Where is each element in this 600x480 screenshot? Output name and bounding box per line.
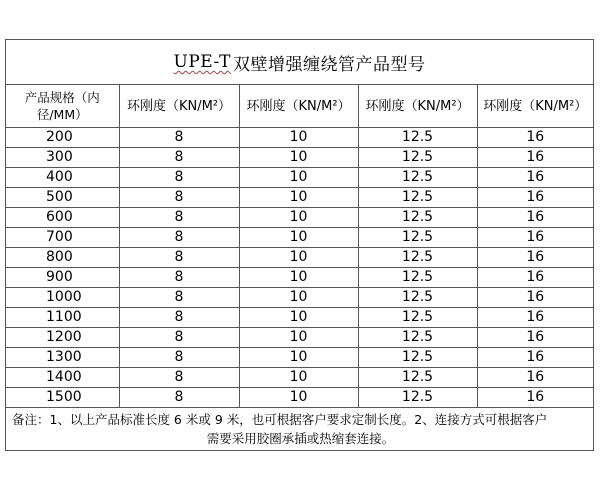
cell-value: 10 [239,168,358,188]
cell-value: 16 [477,268,593,288]
cell-spec: 900 [6,268,119,288]
cell-value: 8 [119,248,239,268]
table-row [6,268,593,288]
cell-value: 12.5 [358,188,477,208]
cell-value: 16 [477,348,593,368]
cell-value: 8 [119,188,239,208]
cell-value: 8 [119,208,239,228]
cell-value: 10 [239,288,358,308]
cell-value: 12.5 [358,288,477,308]
table-row [6,168,593,188]
cell-value: 8 [119,148,239,168]
table-row [6,388,593,408]
cell-value: 8 [119,268,239,288]
cell-value: 10 [239,128,358,148]
table-row [6,368,593,388]
cell-value: 16 [477,228,593,248]
cell-spec: 1100 [6,308,119,328]
table-row [6,308,593,328]
cell-value: 16 [477,368,593,388]
cell-value: 12.5 [358,308,477,328]
table-row [6,288,593,308]
cell-value: 16 [477,128,593,148]
cell-value: 8 [119,368,239,388]
cell-value: 12.5 [358,248,477,268]
cell-value: 8 [119,348,239,368]
footnote [6,408,593,448]
cell-value: 16 [477,188,593,208]
cell-value: 16 [477,248,593,268]
cell-value: 16 [477,288,593,308]
cell-spec: 200 [6,128,119,148]
cell-value: 8 [119,308,239,328]
header-stiffness-3: 环刚度（KN/M²） [358,85,477,128]
cell-spec: 500 [6,188,119,208]
cell-value: 12.5 [358,128,477,148]
spec-table [6,85,593,408]
cell-value: 12.5 [358,268,477,288]
cell-value: 8 [119,328,239,348]
cell-spec: 1200 [6,328,119,348]
header-stiffness-2: 环刚度（KN/M²） [239,85,358,128]
cell-spec: 1500 [6,388,119,408]
table-row [6,228,593,248]
header-spec: 产品规格（内径/MM） [6,85,119,128]
cell-value: 8 [119,168,239,188]
table-row [6,188,593,208]
cell-spec: 700 [6,228,119,248]
cell-value: 8 [119,128,239,148]
cell-value: 10 [239,348,358,368]
cell-value: 10 [239,368,358,388]
cell-value: 16 [477,208,593,228]
cell-spec: 1300 [6,348,119,368]
cell-spec: 300 [6,148,119,168]
cell-value: 16 [477,388,593,408]
cell-value: 10 [239,268,358,288]
header-stiffness-1: 环刚度（KN/M²） [119,85,239,128]
cell-value: 12.5 [358,328,477,348]
table-row [6,248,593,268]
cell-value: 12.5 [358,208,477,228]
cell-value: 10 [239,208,358,228]
cell-value: 12.5 [358,228,477,248]
footnote-line-1: 备注：1、以上产品标准长度 6 米或 9 米，也可根据客户要求定制长度。2、连接方式可根据客户 [12,412,548,427]
cell-value: 8 [119,288,239,308]
table-row [6,348,593,368]
footnote-line-2: 需要采用胶圈承插或热缩套连接。 [206,431,395,446]
cell-value: 8 [119,228,239,248]
spec-table-sheet [5,39,594,451]
table-title [6,40,593,85]
title-model-code: UPE-T [173,52,231,72]
cell-value: 10 [239,308,358,328]
table-row [6,208,593,228]
header-row [6,85,593,128]
cell-value: 12.5 [358,348,477,368]
cell-value: 10 [239,328,358,348]
title-text: 双壁增强缠绕管产品型号 [232,54,426,75]
table-row [6,128,593,148]
cell-value: 12.5 [358,368,477,388]
header-stiffness-4: 环刚度（KN/M²） [477,85,593,128]
cell-value: 12.5 [358,168,477,188]
cell-value: 12.5 [358,388,477,408]
table-row [6,328,593,348]
cell-value: 10 [239,188,358,208]
cell-spec: 1400 [6,368,119,388]
cell-value: 10 [239,148,358,168]
table-row [6,148,593,168]
cell-value: 10 [239,388,358,408]
cell-value: 8 [119,388,239,408]
cell-value: 10 [239,228,358,248]
cell-value: 16 [477,308,593,328]
cell-value: 10 [239,248,358,268]
cell-value: 16 [477,328,593,348]
cell-spec: 400 [6,168,119,188]
cell-spec: 1000 [6,288,119,308]
cell-spec: 600 [6,208,119,228]
cell-spec: 800 [6,248,119,268]
cell-value: 16 [477,148,593,168]
cell-value: 12.5 [358,148,477,168]
table-body [6,128,593,408]
cell-value: 16 [477,168,593,188]
